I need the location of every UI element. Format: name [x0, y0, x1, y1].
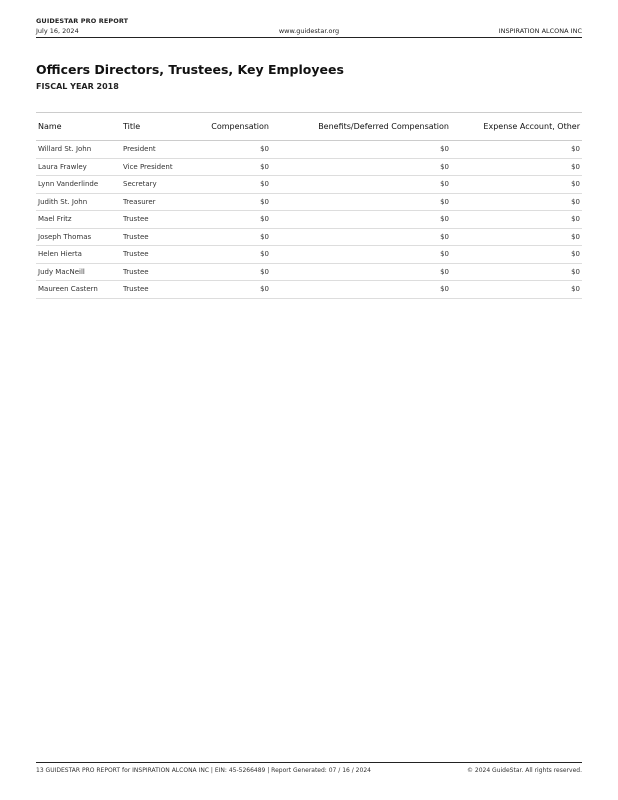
officer-name: Willard St. John — [36, 141, 121, 159]
expense-value: $0 — [451, 246, 582, 264]
page-title: Officers Directors, Trustees, Key Employees — [36, 62, 344, 77]
table-row — [36, 263, 582, 281]
officer-title: Trustee — [121, 246, 201, 264]
benefits-value: $0 — [271, 176, 451, 194]
column-header-name: Name — [36, 113, 121, 141]
benefits-value: $0 — [271, 228, 451, 246]
expense-value: $0 — [451, 228, 582, 246]
footer-copyright: © 2024 GuideStar. All rights reserved. — [466, 767, 582, 774]
expense-value: $0 — [451, 141, 582, 159]
officer-name: Mael Fritz — [36, 211, 121, 229]
officer-title: Vice President — [121, 158, 201, 176]
expense-value: $0 — [451, 263, 582, 281]
table-row — [36, 281, 582, 299]
officer-name: Lynn Vanderlinde — [36, 176, 121, 194]
expense-value: $0 — [451, 158, 582, 176]
expense-value: $0 — [451, 281, 582, 299]
benefits-value: $0 — [271, 281, 451, 299]
officer-title: Trustee — [121, 281, 201, 299]
officer-title: Secretary — [121, 176, 201, 194]
benefits-value: $0 — [271, 246, 451, 264]
column-header-expense: Expense Account, Other — [451, 113, 582, 141]
officer-title: Treasurer — [121, 193, 201, 211]
officer-name: Maureen Castern — [36, 281, 121, 299]
site-url[interactable]: www.guidestar.org — [278, 27, 340, 35]
compensation-value: $0 — [201, 141, 271, 159]
benefits-value: $0 — [271, 193, 451, 211]
fiscal-year-label: FISCAL YEAR 2018 — [36, 82, 119, 91]
compensation-value: $0 — [201, 281, 271, 299]
officer-title: Trustee — [121, 263, 201, 281]
report-brand: GUIDESTAR PRO REPORT — [36, 17, 129, 25]
footer-report-info: 13 GUIDESTAR PRO REPORT for INSPIRATION ALCONA INC | EIN: 45-5266489 | Report Generated: 07 / 16 / 2024 — [36, 767, 371, 774]
table-row — [36, 228, 582, 246]
expense-value: $0 — [451, 193, 582, 211]
table-row — [36, 246, 582, 264]
officer-title: Trustee — [121, 228, 201, 246]
officer-name: Judy MacNeill — [36, 263, 121, 281]
compensation-value: $0 — [201, 211, 271, 229]
compensation-value: $0 — [201, 246, 271, 264]
officer-title: President — [121, 141, 201, 159]
table-row — [36, 176, 582, 194]
officer-name: Judith St. John — [36, 193, 121, 211]
compensation-value: $0 — [201, 263, 271, 281]
officers-table — [36, 112, 582, 299]
column-header-compensation: Compensation — [201, 113, 271, 141]
benefits-value: $0 — [271, 211, 451, 229]
column-header-benefits: Benefits/Deferred Compensation — [271, 113, 451, 141]
compensation-value: $0 — [201, 176, 271, 194]
table-row — [36, 211, 582, 229]
expense-value: $0 — [451, 211, 582, 229]
benefits-value: $0 — [271, 141, 451, 159]
column-header-title: Title — [121, 113, 201, 141]
officer-name: Laura Frawley — [36, 158, 121, 176]
compensation-value: $0 — [201, 158, 271, 176]
compensation-value: $0 — [201, 228, 271, 246]
officer-name: Helen Hierta — [36, 246, 121, 264]
compensation-value: $0 — [201, 193, 271, 211]
table-row — [36, 158, 582, 176]
officer-title: Trustee — [121, 211, 201, 229]
table-row — [36, 193, 582, 211]
expense-value: $0 — [451, 176, 582, 194]
table-header-row — [36, 113, 582, 141]
page-footer — [36, 762, 582, 774]
benefits-value: $0 — [271, 158, 451, 176]
page-header — [36, 17, 582, 38]
report-date: July 16, 2024 — [36, 27, 79, 35]
organization-name: INSPIRATION ALCONA INC — [498, 27, 582, 35]
benefits-value: $0 — [271, 263, 451, 281]
table-row — [36, 141, 582, 159]
officer-name: Joseph Thomas — [36, 228, 121, 246]
